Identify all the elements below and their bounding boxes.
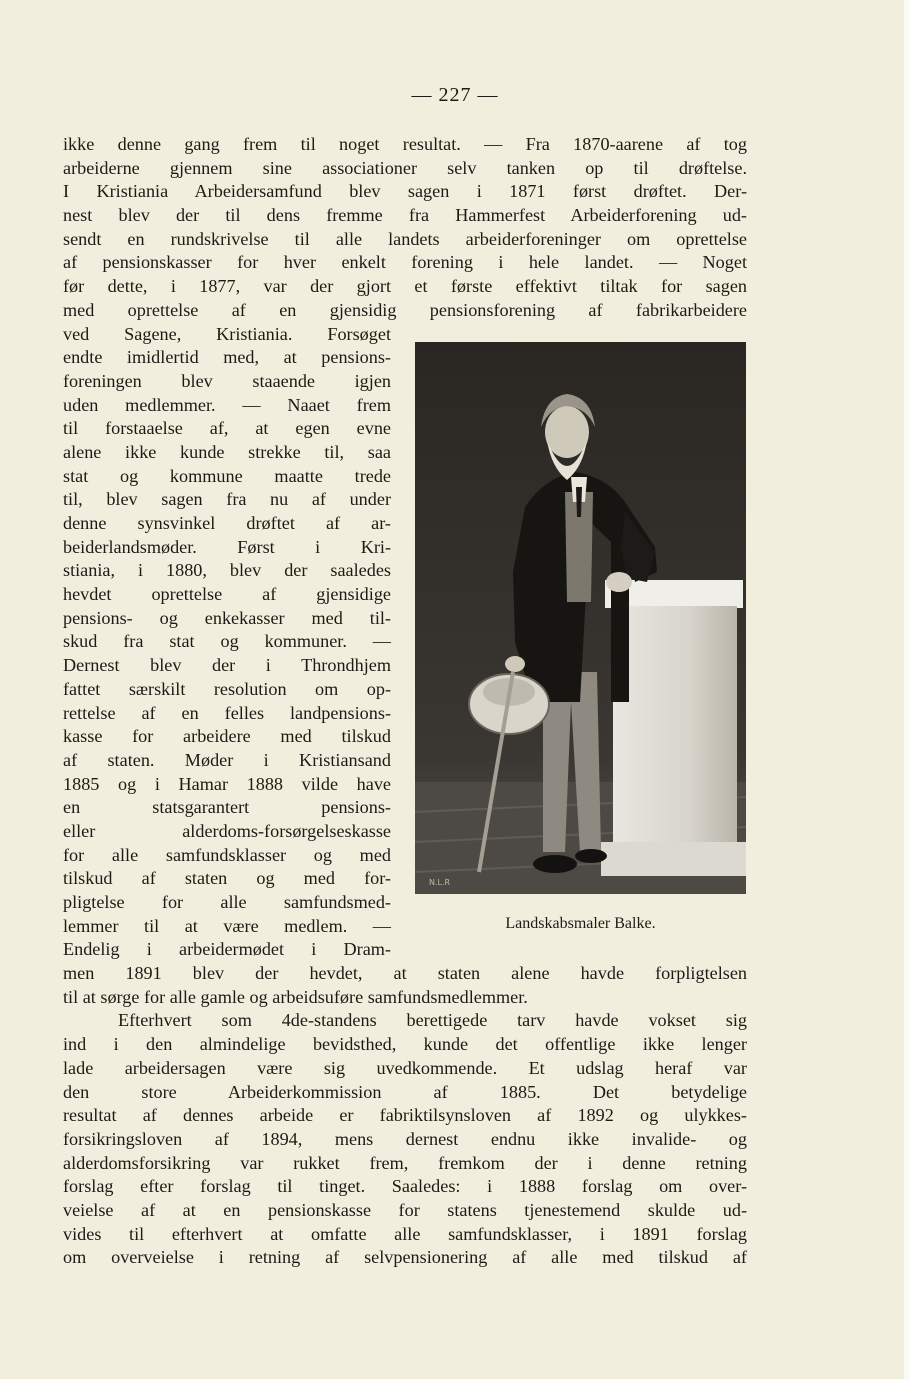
text-line: lade arbeidersagen være sig uvedkommende. Et udslag heraf var bbox=[63, 1057, 747, 1078]
photo-credit: N.L.R bbox=[429, 878, 451, 887]
text-line: endte imidlertid med, at pensions- bbox=[63, 347, 391, 368]
text-line: forslag efter forslag til tinget. Saaledes: i 1888 forslag om over- bbox=[63, 1176, 747, 1197]
text-line: veielse af at en pensionskasse for statens tjenestemend skulde ud- bbox=[63, 1199, 747, 1220]
text-line: denne synsvinkel drøftet af ar- bbox=[63, 513, 391, 533]
text-line: til, blev sagen fra nu af under bbox=[63, 489, 391, 510]
text-line: Dernest blev der i Throndhjem bbox=[63, 655, 391, 676]
text-line: nest blev der til dens fremme fra Hammerfest Arbeiderforening ud- bbox=[63, 205, 747, 226]
text-line: sendt en rundskrivelse til alle landets arbeiderforeninger om oprettelse bbox=[63, 228, 747, 249]
text-line: før dette, i 1877, var der gjort et første effektivt tiltak for sagen bbox=[63, 276, 747, 297]
text-line: ind i den almindelige bevidsthed, kunde det offentlige ikke lenger bbox=[63, 1034, 747, 1055]
text-line: for alle samfundsklasser og med bbox=[63, 844, 391, 865]
page-number: — 227 — bbox=[411, 84, 499, 106]
text-line: til forstaaelse af, at egen evne bbox=[63, 418, 391, 439]
paragraph-bottom bbox=[63, 962, 747, 1009]
text-line: eller alderdoms-forsørgelseskasse bbox=[63, 820, 391, 841]
paragraph-top bbox=[63, 133, 747, 323]
text-line: alderdomsforsikring var rukket frem, fremkom der i denne retning bbox=[63, 1152, 747, 1173]
text-line: med oprettelse af en gjensidig pensionsforening af fabrikarbeidere bbox=[63, 299, 747, 320]
text-line: forsikringsloven af 1894, mens dernest endnu ikke invalide- og bbox=[63, 1128, 747, 1149]
text-line: pligtelse for alle samfundsmed- bbox=[63, 892, 391, 912]
text-line: beiderlandsmøder. Først i Kri- bbox=[63, 536, 391, 557]
text-line: stiania, i 1880, blev der saaledes bbox=[63, 560, 391, 581]
text-line: ikke denne gang frem til noget resultat. — Fra 1870-aarene af tog bbox=[63, 134, 747, 154]
text-line: om overveielse i retning af selvpensionering af alle med tilskud af bbox=[63, 1247, 747, 1268]
text-line: skud fra stat og kommuner. — bbox=[63, 631, 391, 652]
text-line: resultat af dennes arbeide er fabriktilsynsloven af 1892 og ulykkes- bbox=[63, 1105, 747, 1126]
text-line: 1885 og i Hamar 1888 vilde have bbox=[63, 773, 391, 794]
text-line: ved Sagene, Kristiania. Forsøget bbox=[63, 323, 391, 344]
text-line: kasse for arbeidere med tilskud bbox=[63, 726, 391, 747]
text-line: vides til efterhvert at omfatte alle samfundsklasser, i 1891 forslag bbox=[63, 1223, 747, 1244]
text-line: en statsgarantert pensions- bbox=[63, 797, 391, 818]
text-line: I Kristiania Arbeidersamfund blev sagen i 1871 først drøftet. Der- bbox=[63, 181, 747, 202]
text-line: uden medlemmer. — Naaet frem bbox=[63, 394, 391, 415]
text-line: stat og kommune maatte trede bbox=[63, 465, 391, 486]
text-line: Efterhvert som 4de-standens berettigede tarv havde vokset sig bbox=[118, 1010, 747, 1031]
paragraph-second bbox=[63, 1009, 747, 1270]
text-line: lemmer til at være medlem. — bbox=[63, 915, 391, 936]
text-line: tilskud af staten og med for- bbox=[63, 868, 391, 889]
text-line: hevdet oprettelse af gjensidige bbox=[63, 584, 391, 605]
text-line: af pensionskasser for hver enkelt forening i hele landet. — Noget bbox=[63, 252, 747, 273]
text-line: rettelse af en felles landpensions- bbox=[63, 702, 391, 723]
portrait-photo bbox=[415, 342, 746, 894]
text-line: til at sørge for alle gamle og arbeidsuføre samfundsmedlemmer. bbox=[63, 986, 528, 1007]
photo-caption: Landskabsmaler Balke. bbox=[505, 915, 656, 932]
text-line: alene ikke kunde strekke til, saa bbox=[63, 441, 391, 462]
text-line: fattet særskilt resolution om op- bbox=[63, 678, 391, 699]
text-line: foreningen blev staaende igjen bbox=[63, 370, 391, 391]
text-line: men 1891 blev der hevdet, at staten alene havde forpligtelsen bbox=[63, 963, 747, 984]
text-line: pensions- og enkekasser med til- bbox=[63, 607, 391, 628]
text-line: Endelig i arbeidermødet i Dram- bbox=[63, 939, 391, 960]
text-line: af staten. Møder i Kristiansand bbox=[63, 749, 391, 770]
text-line: den store Arbeiderkommission af 1885. Det betydelige bbox=[63, 1081, 747, 1102]
text-line: arbeiderne gjennem sine associationer selv tanken op til drøftelse. bbox=[63, 157, 747, 178]
